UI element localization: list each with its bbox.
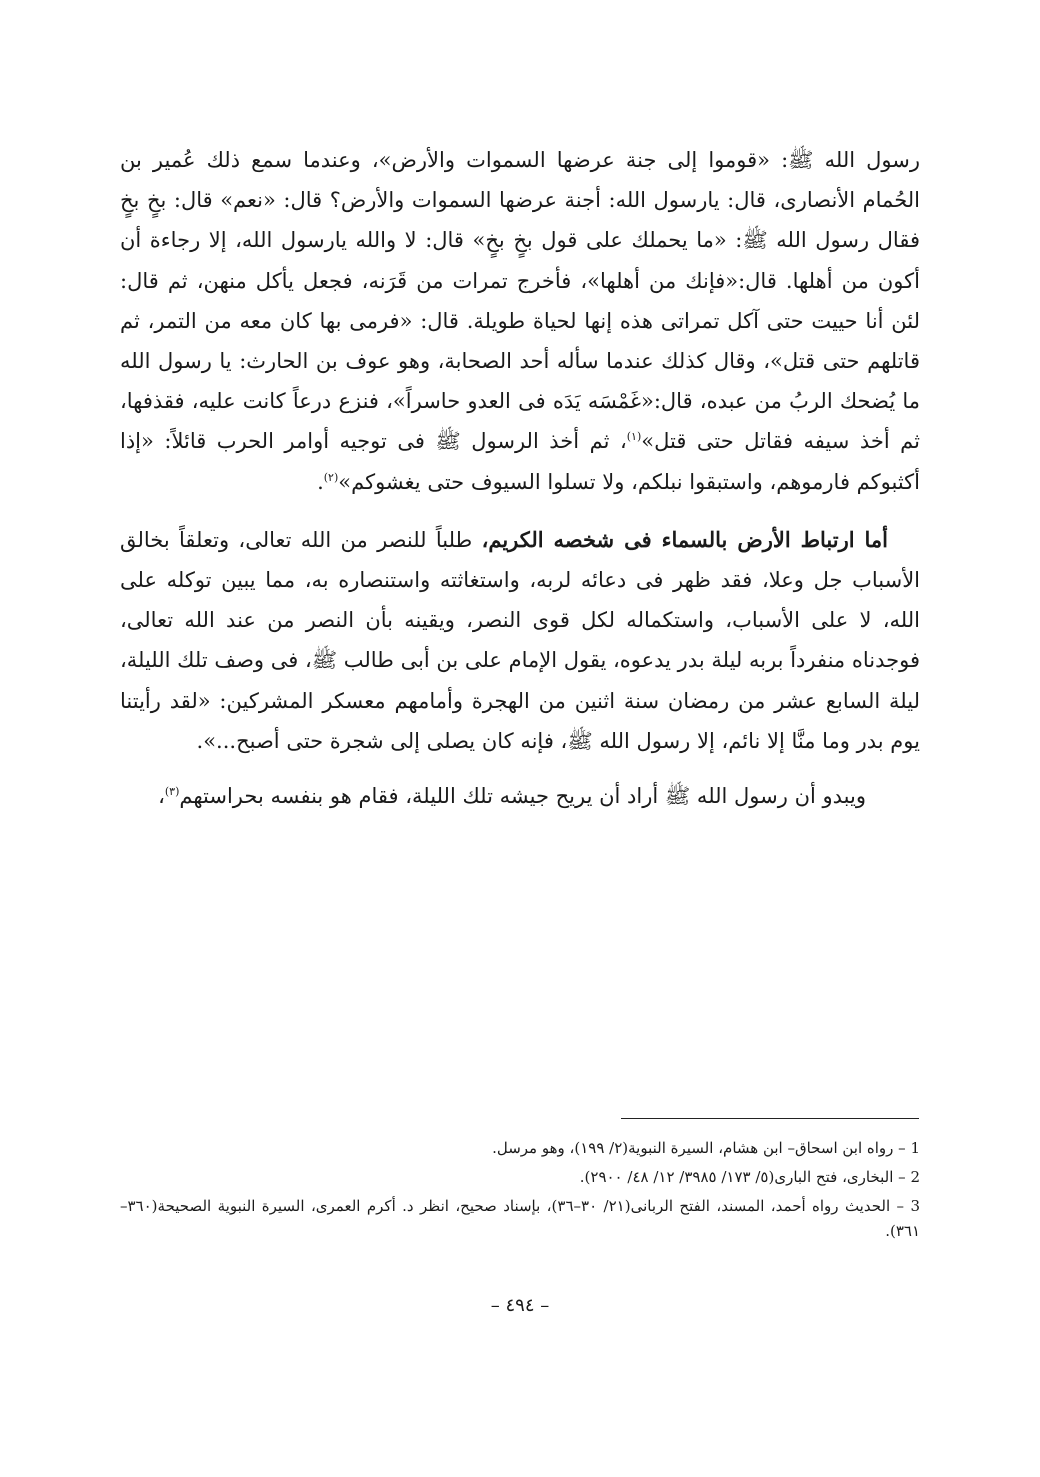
page-number: – ٤٩٤ – [490,1295,550,1316]
paragraph-2 [120,520,920,761]
paragraph-3-text: ويبدو أن رسول الله ﷺ أراد أن يريح جيشه تلك الليلة، فقام هو بنفسه بحراستهم [179,784,866,809]
footnote-1: 1 – رواه ابن اسحاق– ابن هشام، السيرة النبوية(٢/ ١٩٩)، وهو مرسل. [492,1139,920,1157]
paragraph-1-text-b: ، ثم أخذ الرسول ﷺ فى توجيه أوامر الحرب قائلاً: «إذا أكثبوكم فارموهم، واستبقوا نبلكم، ولا تسلوا السيوف حتى يغشوكم» [120,429,920,494]
footnote-2: 2 – البخارى، فتح البارى(٥/ ١٧٣/ ٣٩٨٥/ ١٢/ ٤٨/ ٢٩٠٠). [579,1168,920,1186]
paragraph-1-text: رسول الله ﷺ: «قوموا إلى جنة عرضها السموات والأرض»، وعندما سمع ذلك عُمير بن الحُمام الأنصارى، قال: يارسول الله: أجنة عرضها السموات والأرض؟ قال: «نعم» قال: بخٍ بخٍ فقال رسول الله ﷺ: «ما يحملك على قول بخٍ بخٍ» قال: لا والله يارسول الله، إلا رجاءة أن أكون من أهلها. قال:«فإنك من أهلها»، فأخرج تمرات من قَرَنه، فجعل يأكل منهن، ثم قال: لئن أنا حييت حتى آكل تمراتى هذه إنها لحياة طويلة. قال: «فرمى بها كان معه من التمر، ثم قاتلهم حتى قتل»، وقال كذلك عندما سأله أحد الصحابة، وهو عوف بن الحارث: يا رسول الله ما يُضحك الربُ من عبده، قال:«غَمْسَه يَدَه فى العدو حاسراً»، فنزع درعاً كانت عليه، فقذفها، ثم أخذ سيفه فقاتل حتى قتل» [120,148,920,454]
footnote-ref-2: (٢) [323,470,339,484]
footnote-ref-1: (١) [626,430,642,444]
footnote-divider [621,1118,919,1119]
paragraph-2-heading: أما ارتباط الأرض بالسماء فى شخصه الكريم، [481,526,888,552]
paragraph-1 [120,140,920,502]
paragraph-3 [120,776,920,816]
paragraph-2-text: طلباً للنصر من الله تعالى، وتعلقاً بخالق الأسباب جل وعلا، فقد ظهر فى دعائه لربه، واستغاثته واستنصاره به، مما يبين توكله على الله، لا على الأسباب، واستكماله لكل قوى النصر، ويقينه بأن النصر من عند الله تعالى، فوجدناه منفرداً بربه ليلة بدر يدعوه، يقول الإمام على بن أبى طالب ﷺ، فى وصف تلك الليلة، ليلة السابع عشر من رمضان سنة اثنين من الهجرة وأمامهم معسكر المشركين: «لقد رأيتنا يوم بدر وما منَّا إلا نائم، إلا رسول الله ﷺ، فإنه كان يصلى إلى شجرة حتى أصبح...». [119,527,920,753]
footnote-ref-3: (٣) [164,785,180,799]
paragraph-3-text-b: ، [158,784,165,809]
footnote-3: 3 – الحديث رواه أحمد، المسند، الفتح الربانى(٢١/ ٣٠–٣٦)، بإسناد صحيح، انظر د. أكرم العمرى، السيرة النبوية الصحيحة(٣٦٠–٣٦١). [120,1197,921,1240]
main-text [120,140,920,816]
footnotes [120,1136,920,1248]
paragraph-1-text-c: . [317,469,324,494]
